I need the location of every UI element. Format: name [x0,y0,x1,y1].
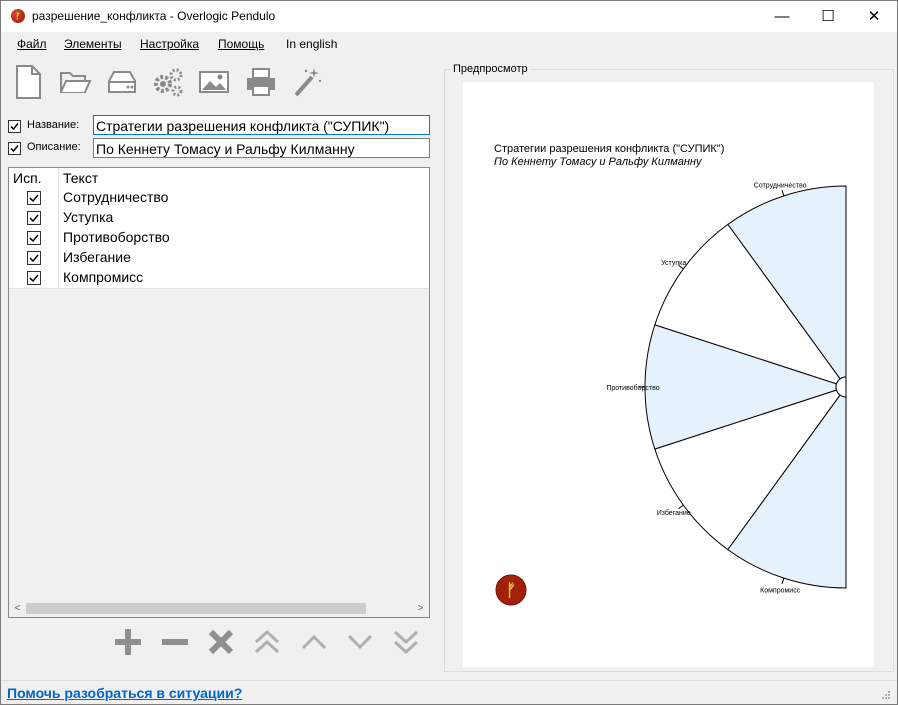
wheel-tick [782,190,784,196]
checkmark-icon [28,252,40,264]
preview-title: Стратегии разрешения конфликта ("СУПИК") [494,143,725,155]
new-document-icon [11,63,45,101]
status-separator [1,680,897,681]
help-link[interactable]: Помочь разобраться в ситуации? [7,685,243,701]
move-up-icon [297,625,331,659]
magic-wand-icon [290,63,324,101]
row-text: Противоборство [63,229,170,245]
description-input[interactable]: По Кеннету Томасу и Ральфу Килманну [93,138,430,158]
checkmark-icon [28,272,40,284]
description-checkbox[interactable] [8,142,21,155]
move-top-icon [250,625,284,659]
title-bar [1,1,897,32]
wheel-tick [782,578,784,584]
menu-elements[interactable]: Элементы [64,37,122,51]
open-folder-icon [58,63,92,101]
grid-header [9,168,429,189]
scrollbar-thumb[interactable] [26,603,366,614]
move-down-icon [343,625,377,659]
delete-element-button[interactable] [204,625,238,659]
checkmark-icon [28,232,40,244]
save-drive-icon [105,63,139,101]
settings-button[interactable] [151,63,185,101]
row-use-checkbox[interactable] [27,191,41,205]
row-text: Избегание [63,249,131,265]
table-row[interactable] [9,268,429,289]
checkmark-icon [28,212,40,224]
wheel-label: Уступка [661,259,687,267]
menu-in-english[interactable]: In english [286,37,338,51]
move-up-button[interactable] [297,625,331,659]
table-row[interactable] [9,208,429,229]
add-icon [111,625,145,659]
preview-logo-icon [496,575,526,605]
scroll-right-arrow-icon[interactable]: > [417,603,424,614]
menu-bar [1,33,897,55]
remove-element-button[interactable] [158,625,192,659]
window-title: разрешение_конфликта - Overlogic Pendulo [32,9,276,23]
table-row[interactable] [9,188,429,209]
checkmark-icon [9,121,20,132]
wheel-label: Противоборство [606,385,660,392]
minimize-button[interactable]: — [774,8,790,25]
app-logo-icon: ᚠ [11,9,25,23]
row-use-checkbox[interactable] [27,271,41,285]
wheel-segments [645,186,846,588]
checkmark-icon [9,143,20,154]
print-button[interactable] [244,63,278,101]
row-text: Уступка [63,209,114,225]
image-button[interactable] [197,63,231,101]
scroll-left-arrow-icon[interactable]: < [14,603,21,614]
checkmark-icon [28,192,40,204]
menu-help[interactable]: Помощь [218,37,265,51]
menu-file[interactable]: Файл [17,37,47,51]
name-label: Название: [27,119,80,131]
delete-icon [204,625,238,659]
move-down-button[interactable] [343,625,377,659]
description-label: Описание: [27,141,81,153]
print-icon [244,63,278,101]
column-header-text[interactable]: Текст [63,170,99,186]
maximize-button[interactable]: ☐ [821,8,835,25]
table-row[interactable] [9,228,429,249]
preview-subtitle: По Кеннету Томасу и Ральфу Килманну [494,156,702,168]
wheel-tick [679,505,684,509]
row-use-checkbox[interactable] [27,251,41,265]
move-bottom-button[interactable] [389,625,423,659]
save-button[interactable] [105,63,139,101]
remove-icon [158,625,192,659]
resize-grip-icon[interactable] [881,690,891,700]
preview-diagram [463,82,874,667]
wheel-label: Избегание [656,510,691,518]
wheel-label: Компромисс [760,587,801,595]
elements-grid [8,167,430,618]
preview-legend: Предпросмотр [453,63,528,75]
move-bottom-icon [389,625,423,659]
name-input[interactable]: Стратегии разрешения конфликта ("СУПИК") [93,115,430,135]
svg-text:ᚠ: ᚠ [505,581,517,601]
column-separator [58,168,59,288]
row-use-checkbox[interactable] [27,211,41,225]
new-document-button[interactable] [11,63,45,101]
row-text: Сотрудничество [63,189,169,205]
preview-page [463,82,874,667]
image-icon [197,63,231,101]
open-file-button[interactable] [58,63,92,101]
name-checkbox[interactable] [8,120,21,133]
column-header-use[interactable]: Исп. [13,170,42,186]
magic-wand-button[interactable] [290,63,324,101]
menu-settings[interactable]: Настройка [140,37,200,51]
close-button[interactable]: ✕ [867,8,881,25]
move-top-button[interactable] [250,625,284,659]
add-element-button[interactable] [111,625,145,659]
row-use-checkbox[interactable] [27,231,41,245]
settings-gears-icon [151,63,185,101]
row-text: Компромисс [63,269,144,285]
table-row[interactable] [9,248,429,269]
wheel-label: Сотрудничество [753,182,807,190]
horizontal-scrollbar[interactable] [9,600,429,617]
